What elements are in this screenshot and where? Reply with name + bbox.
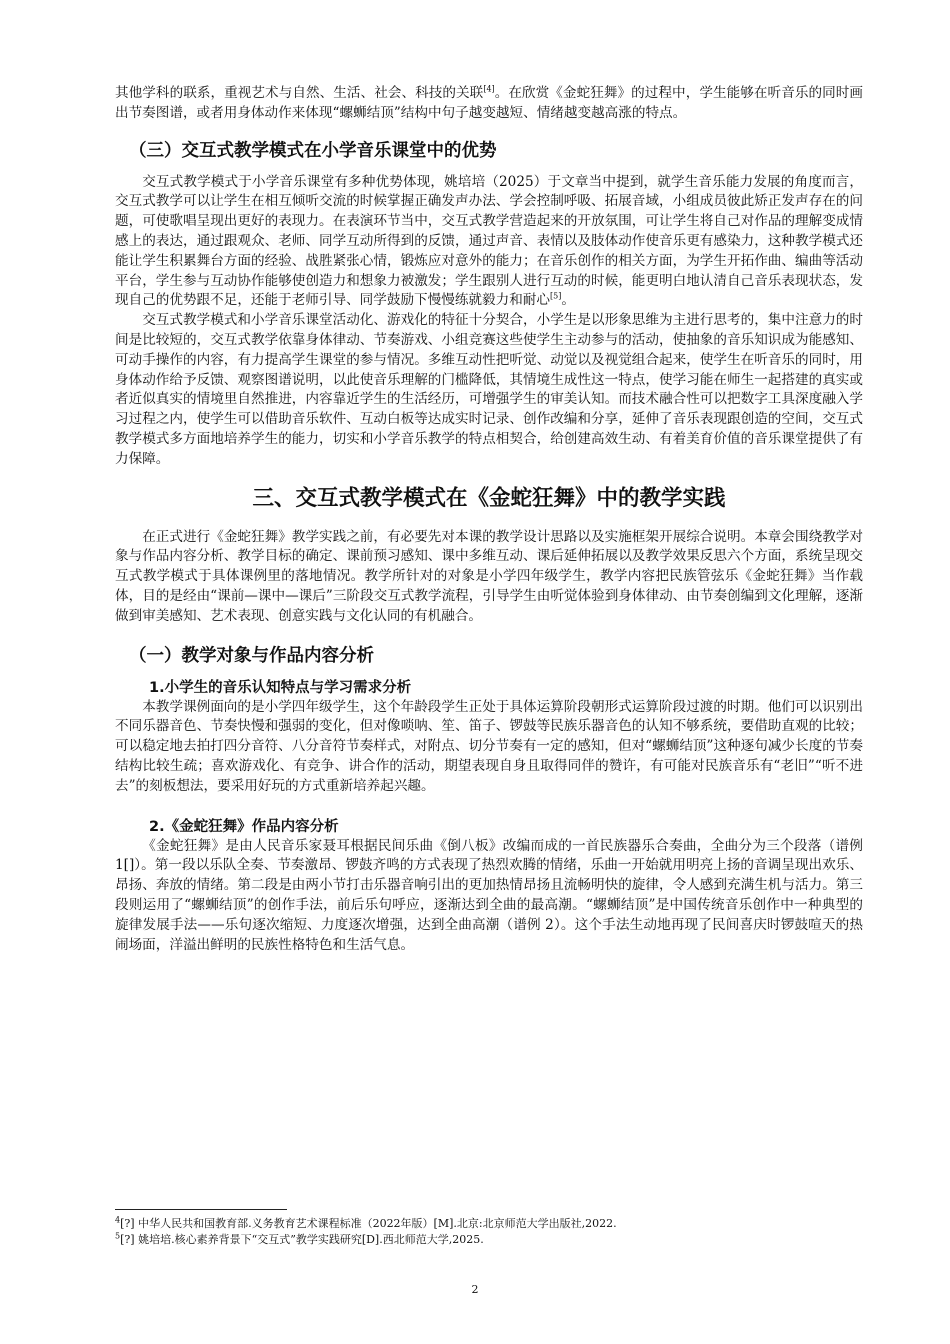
paragraph-practice-intro: 在正式进行《金蛇狂舞》教学实践之前，有必要先对本课的教学设计思路以及实施框架开展综合说明。本章会围绕教学对象与作品内容分析、教学目标的确定、课前预习感知、课中多维互动、课后延伸拓展以及教学效果反思六个方面，系统呈现交互式教学模式于具体课例里的落地情况。教学所针对的对象是小学四年级学生，教学内容把民族管弦乐《金蛇狂舞》当作载体，目的是经由“课前—课中—课后”三阶段交互式教学流程，引导学生由听觉体验到身体律动、由节奏创编到文化理解，逐渐做到审美感知、艺术表现、创意实践与文化认同的有机融合。 bbox=[115, 528, 863, 624]
paragraph-continued bbox=[115, 84, 863, 124]
footnote-text: [?] 中华人民共和国教育部.义务教育艺术课程标准（2022年版）[M].北京:北京师范大学出版社,2022. bbox=[120, 1217, 617, 1230]
paragraph-work: 《金蛇狂舞》是由人民音乐家聂耳根据民间乐曲《倒八板》改编而成的一首民族器乐合奏曲，全曲分为三个段落（谱例 1[]）。第一段以乐队全奏、节奏激昂、锣鼓齐鸣的方式表现了热烈欢腾的情绪，乐曲一开始就用明亮上扬的音调呈现出欢乐、昂扬、奔放的情绪。第二段是由两小节打击乐器音响引出的更加热情昂扬且流畅明快的旋律，令人感到充满生机与活力。第三段则运用了“螺蛳结顶”的创作手法，前后乐句呼应，逐渐达到全曲的最高潮。“螺蛳结顶”是中国传统音乐创作中一种典型的旋律发展手法——乐句逐次缩短、力度逐次增强，达到全曲高潮（谱例 2）。这个手法生动地再现了民间喜庆时锣鼓喧天的热闹场面，洋溢出鲜明的民族性格特色和生活气息。 bbox=[115, 837, 863, 953]
paragraph-text: 交互式教学模式于小学音乐课堂有多种优势体现，姚培培（2025）于文章当中提到，就学生音乐能力发展的角度而言，交互式教学可以让学生在相互倾听交流的时候掌握正确发声办法、学会控制呼吸、拓展音域，小组成员彼此矫正发声存在的问题，可使歌唱呈现出更好的表现力。在表演环节当中，交互式教学营造起来的开放氛围，可让学生将自己对作品的理解变成情感上的表达，通过跟观众、老师、同学互动所得到的反馈，通过声音、表情以及肢体动作使音乐更有感染力，这种教学模式还能让学生积累舞台方面的经验、战胜紧张心情，锻炼应对意外的能力；在音乐创作的相关方面，为学生开拓作曲、编曲等活动平台，学生参与互动协作能够使创造力和想象力被激发；学生跟别人进行互动的时候，能更明白地认清自己音乐表现状态，发现自己的优势跟不足，还能于老师引导、同学鼓励下慢慢练就毅力和耐心 bbox=[115, 173, 863, 309]
paragraph-advantage-1 bbox=[115, 173, 863, 312]
paragraph-text: 其他学科的联系，重视艺术与自然、生活、社会、科技的关联 bbox=[115, 85, 484, 101]
citation-ref: [4] bbox=[483, 84, 495, 94]
citation-ref: [5] bbox=[550, 291, 562, 301]
footnotes bbox=[115, 1209, 863, 1247]
page-number: 2 bbox=[471, 1283, 479, 1296]
paragraph-text-tail: 。在欣赏《金蛇狂舞》的过程中，学生能够在听音乐的同时画出节奏图谱，或者用身体动作来体现“螺蛳结顶”结构中句子越变越短、情绪越变越高涨的特点。 bbox=[115, 85, 863, 121]
footnote-mark: 5 bbox=[115, 1230, 121, 1240]
section-heading-advantage: （三）交互式教学模式在小学音乐课堂中的优势 bbox=[129, 140, 497, 161]
footnote-4 bbox=[115, 1216, 863, 1232]
section-heading-analysis: （一）教学对象与作品内容分析 bbox=[129, 645, 374, 666]
paragraph-advantage-2: 交互式教学模式和小学音乐课堂活动化、游戏化的特征十分契合，小学生是以形象思维为主进行思考的，集中注意力的时间是比较短的，交互式教学依靠身体律动、节奏游戏、小组竞赛这些使学生主动参与的活动，使抽象的音乐知识成为能感知、可动手操作的内容，有力提高学生课堂的参与情况。多维互动性把听觉、动觉以及视觉组合起来，使学生在听音乐的同时，用身体动作给予反馈、观察图谱说明，以此使音乐理解的门槛降低，其情境生成性这一特点，使学习能在师生一起搭建的真实或者近似真实的情境里自然推进，内容靠近学生的生活经历，可增强学生的审美认知。而技术融合性可以把数字工具深度融入学习过程之内，使学生可以借助音乐软件、互动白板等达成实时记录、创作改编和分享，延伸了音乐表现跟创造的空间，交互式教学模式多方面地培养学生的能力，切实和小学音乐教学的特点相契合，给创建高效生动、有着美育价值的音乐课堂提供了有力保障。 bbox=[115, 312, 863, 467]
footnote-text: [?] 姚培培.核心素养背景下“交互式”教学实践研究[D].西北师范大学,2025. bbox=[120, 1232, 484, 1246]
paragraph-text-tail: 。 bbox=[561, 292, 575, 309]
page-body bbox=[115, 84, 863, 955]
footnote-divider bbox=[115, 1209, 287, 1210]
footnote-5 bbox=[115, 1232, 863, 1248]
subsection-heading-work: 2.《金蛇狂舞》作品内容分析 bbox=[149, 818, 339, 835]
subsection-heading-students: 1.小学生的音乐认知特点与学习需求分析 bbox=[149, 679, 412, 696]
footnote-mark: 4 bbox=[115, 1215, 121, 1225]
chapter-heading-practice: 三、交互式教学模式在《金蛇狂舞》中的教学实践 bbox=[252, 485, 726, 511]
paragraph-students: 本教学课例面向的是小学四年级学生，这个年龄段学生正处于具体运算阶段朝形式运算阶段过渡的时期。他们可以识别出不同乐器音色、节奏快慢和强弱的变化，但对像唢呐、笙、笛子、锣鼓等民族乐器音色的认知不够系统，要借助直观的比较；可以稳定地去拍打四分音符、八分音符节奏样式，对附点、切分节奏有一定的感知，但对“螺蛳结顶”这种逐句减少长度的节奏结构比较生疏；喜欢游戏化、有竞争、讲合作的活动，期望表现自身且取得同伴的赞许，有可能对民族音乐有“老旧”“听不进去”的刻板想法，要采用好玩的方式重新培养起兴趣。 bbox=[115, 698, 863, 794]
